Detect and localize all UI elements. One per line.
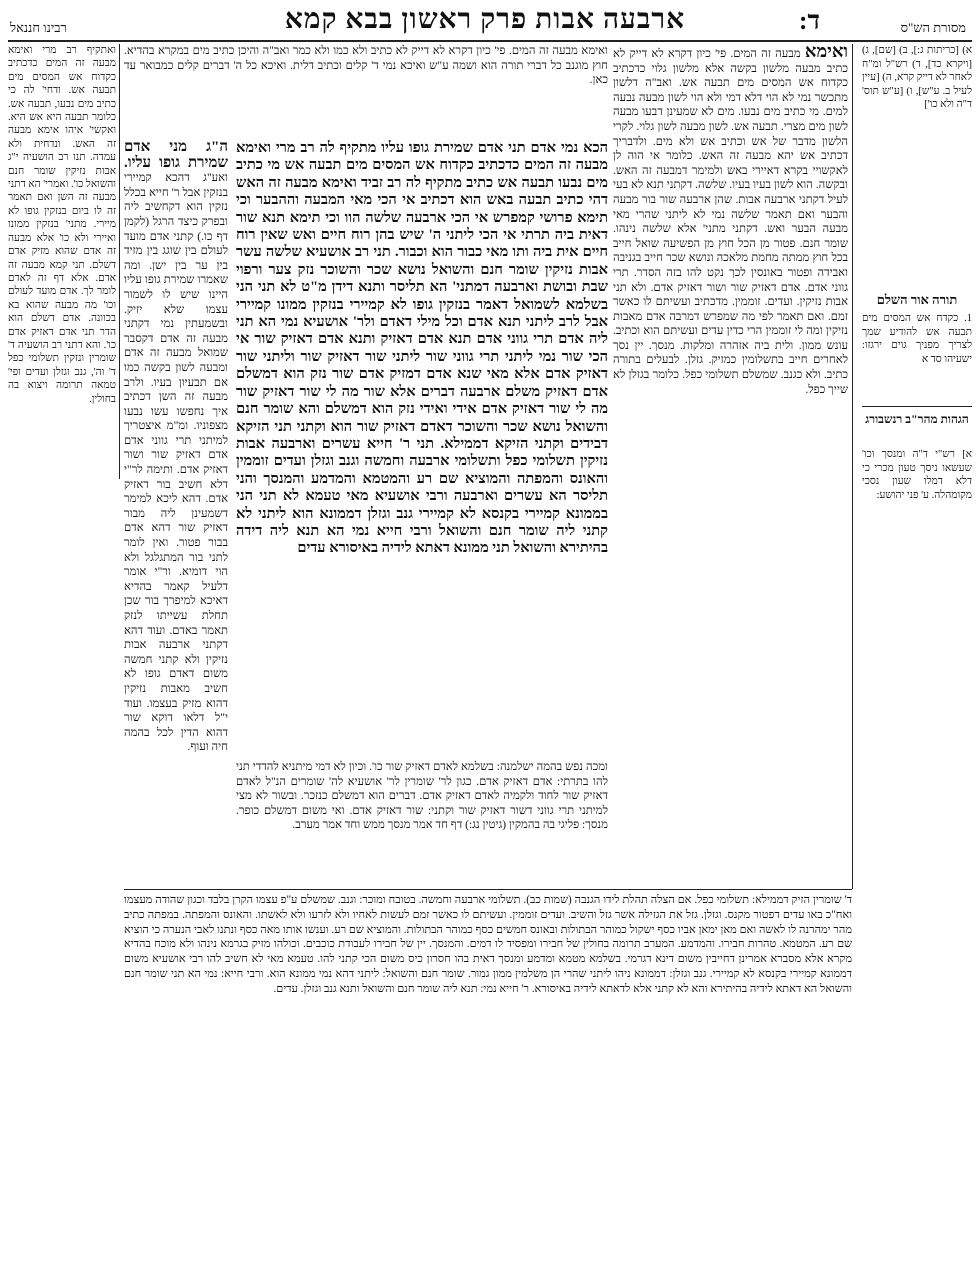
rabbenu-title: רבינו חננאל	[10, 20, 67, 35]
left-margin-rule	[119, 44, 120, 479]
bottom-commentary: ד' שומרין הזיק דממילא: תשלומי כפל. אם הצלה תהלת לידו הגנבה (שמות כב). תשלומי ארבעה וחמשה. בטובח ומוכר: וגנב. שמשלם ע"פ עצמו הקרן בלבד וכגון שהודה מעצמו ואח"כ באו עדים דפטור מקנס. וגזלן. גזל את הגזילה אשר גזל והשיב. ועדים זוממין. ועשיתם לו כאשר זמם לעשות לאחיו ולא לזרעו ולא לאשתו. והאונס והמפתה. במפתה כתיב מהר ימהרנה לו לאשה ואם מאן ימאן אביו כסף ישקול כמוהר הבתולות ובאונס חמשים כסף כמוהר הבתולות. והמוציא שם רע. וענשו אותו מאה כסף ונתנו לאבי הנערה כי הוציא שם רע. המטמא. טהרות חבירו. והמדמע. המערב תרומה בחולין של חבירו ומפסיד לו דמים. והמנסך. יין של חבירו לעבודת כוכבים. וכולהו מזיק בגרמא נינהו ולא מוכח בהדיא מקרא אלא מסברא אמרינן דחייבין משום דינא דגרמי. בשלמא מטמא ומדמע ומנסך דאית בהו חסרון כיס משום הכי קתני להו. טעמא מאי לא חשיב להו רבי אושעיא משום דממונא קמיירי בקנסא לא קמיירי. גנב וגזלן: דממונא ניהו ליתני שהרי הן משלמין ממון גמור. שומר חנם והשואל: ליתני דהא נמי ממונא הוא. ורבי חייא: נמי הא תני שומר חנם והשואל הא דאתא לידיה בהיתירא והא לא קתני אלא לדאתא לידיה באיסורא. ר' חייא נמי: תנא ליה שומר חנם והשואל ותנא גנב וגזלן. עדים.	[124, 894, 852, 995]
masoret-title: מסורת הש"ס	[900, 20, 966, 35]
torah-or-title: תורה אור השלם	[876, 292, 958, 307]
tosafot-top: ואימא מבעה זה המים. פי' כיון דקרא לא דייק לא כתיב ולא כמו ולא כמר ואב"ה והיכן כתיב מים במקרא בהדיא. חוץ מוגנב כל דברי תורה הוא ושמה ע"ש ואיכא נמי ד' קלים וכתיב דלית. ואיכא כל ה' דברים קלים כמבואר עד כאן.	[124, 45, 608, 87]
hagahot-rule	[862, 406, 972, 407]
page-header	[0, 4, 980, 38]
rabbenu-chananel: ואתקיף רב מרי ואימא מבעה זה המים כדכתיב כקדוח אש המסים מים תבעה אש. ודחי' לה כי כתיב מים נבעו, תבעה אש. כלומר תבעה היא אש היא. ואקשי' איהו אימא מבעה זה האש. ונדחית ולא עמדה. תנו רב הושעיה י"ג אבות נזיקין שומר חנם והשואל כו'. ואמרי' הא דתני מבעה זה השן ואם תאמר זה לו ביום בנזקין גופו לא מיירי. מתני' בנזקין ממונו ואיירי ולא כו' אלא מבעה זה אדם שהוא מזיק אדם דשלם. תני קמא מבעה זה אדם. אלא דף זה לאדם לומר לך. אדם מועד לעולם וכו' מה מבעה שהוא בא בכוונה. אדם דשלם הוא הדר תני אדם דאזיק אדם כו'. והא דתני רב הושעיה ד' שומרין ונזקין תשלומי כפל ד' וה', גנב וגזלן ועדים ופי' טמאה תרומה ויצוא בה בחולין.	[8, 45, 116, 405]
gemara-continuation: ומכה נפש בהמה ישלמנה: בשלמא לאדם דאזיק שור כו'. וכיון לא דמי מיתניא להדדי תני להו בתרתי: אדם דאזיק אדם. כגון לר' שומרין לר' אושעיא לה' שומרים הנ"ל לאדם דאזיק שור לחוד ולקמיה לאדם דאזיק אדם. דברים הוא דמשלם כנזכר. ובשור לא מצי למיתני תרי גווני דשור דאזיק שור וקתני: שור דאזיק אדם. ואי משום דמשלם כופר. מנסך: פליגי בה בהמקין (גיטין נג:) דף חד אמר מנסך ממש וחד אמר מערב.	[236, 761, 608, 832]
torah-or-text: 1. כקדח אש המסים מים תבעה אש להודיע שמך לצריך מפניך גוים ירגזו: ישעיהו סד א	[862, 313, 972, 365]
right-margin-rule	[852, 44, 853, 889]
rashi-heading: ואימא	[804, 44, 848, 61]
rashi-commentary	[613, 44, 848, 889]
page-title: ארבעה אבות פרק ראשון בבא קמא	[284, 4, 686, 35]
daf-number: ד:	[798, 6, 820, 35]
tosafot-heading: ה"ג מני אדם שמירת גופו עליו.	[124, 140, 228, 171]
masoret-refs: א) [כריתות ג:], ב) [שם], ג) [ויקרא כד], ד) רש"ל ומ"ח לאחר לא דייק קרא, ה) [עיין לעיל ב. ע"ש], ו) [ע"ש תוס' ד"ה ולא כו']	[862, 45, 972, 111]
hagahot-title: הגהות מהר"ב רנשבורג	[865, 412, 969, 426]
header-rule	[8, 40, 972, 42]
bottom-rule	[124, 889, 852, 890]
rashi-text: מבעה זה המים. פי' כיון דקרא לא דייק לא כתיב מבעה מלשון בקשה אלא מלשון גלוי כדכתיב כקדוח אש המסים מים תבעה אש. ואב"ה דלשון מתכשר נמי לא הוי דלא דמי ולא הוי לשון מבעה נבעה למים. מי כתיב מים נבעו. מים לא שמעינן דבעו מבעה לשון מים מצרי. תבעה אש. לשון מבעה לשון גלוי. לקרי הלשון מדבר של אש וכתיב אש ולא מים. ולדבריך דכתיב אש יהא מבעה זה האש. כלומר אי הוה לן לאקשויי בקרא דאיירי באש ולמימר דמבעה זה האש. ובקשה. הוא לשון בעיו בעיו. שלשה. דקתני תנא לא בעי לעיל דקתני ארבעה אבות. שהן ארבעה שור בור מבעה והבער ואם תאמר שלשה נמי לא ליתני שהרי מאי מבעה הבער ואש. דקתני מתני' אלא שלשה נינהו. שומר חנם. פטור מן הכל חוץ מן הפשיעה שואל חייב בכל חוץ ממתה מחמת מלאכה ונושא שכר חייב בגניבה ואבידה ופטור באונסין לכך נקט להו בזה הסדר. תרי גווני אדם. אדם דאזיק שור ושור דאזיק אדם. ולא תני אבות נזיקין. ועדים. זוממין. מדכתיב ועשיתם לו כאשר זמם. ואם תאמר לפי מה שמפרש דמרבה אדם מאבות נזיקין ומה לי זוממין הרי כדין עדים ועשיתם הוא וכתיב. עונש ממון. ולית ביה אזהרה ומלקות. מנסך. יין נסך לאחרים חייב בתשלומין כמזיק. גזלן. לבעלים בתורה כתיב. ולא כגנב. שמשלם תשלומי כפל. כלומר בגזלן לא שייך כפל.	[613, 48, 848, 396]
tosafot-text: ואע"ג דהכא קמיירי בנזקין אבל ר' חייא בכלל נזקין הוא דקחשיב ליה ובפרק כיצד הרגל (לקמן דף כו.) קתני אדם מועד לעולם בין שוגג בין מזיד בין ער בין ישן. ומה שאמרו שמירת גופו עליו היינו שיש לו לשמור עצמו שלא יזיק. ובשמעתין נמי דקתני מבעה זה אדם דקסבר שמואל מבעה זה אדם ומבעה לשון בקשה כמו אם תבעיון בעיו. ולרב מבעה זה השן דכתיב איך נחפשו עשו נבעו מצפוניו. ומ"מ איצטריך למיתני תרי גווני אדם אדם דאזיק שור ושור דאזיק אדם. ותימה לר"י דלא חשיב בור דאזיק אדם. דהא ליכא למימר דשמעינן ליה מבור דאזיק שור דהא אדם בבור פטור. ואין לומר לתני בור המתגלגל ולא הוי דומיא. ור"י אומר דלעיל קאמר בהדיא דאיכא למיפרך בור שכן תחלת עשייתו לנזק תאמר באדם. ועוד דהא דקתני ארבעה אבות נזיקין ולא קתני חמשה משום דאדם גופו לא חשיב מאבות נזיקין דהוא מזיק בעצמו. ועוד י"ל דלאו דוקא שור דהוא הדין לכל בהמה חיה ועוף.	[124, 172, 228, 754]
tosafot-commentary	[124, 140, 228, 888]
hagahot-text: א] רש"י ד"ה ומנסך וכו' שעשאו ניסך טעון מכרי כי דלא דמלו שעון נסכי מקומהלה. ע' פני יהושע:	[862, 449, 972, 501]
gemara-text: הכא נמי אדם תני אדם שמירת גופו עליו מתקיף לה רב מרי ואימא מבעה זה המים כדכתיב כקדוח אש המסים מים תבעה אש מי כתיב מים נבעו תבעה אש כתיב מתקיף לה רב זביד ואימא מבעה זה האש דהי כתיב תבעה באש הוא דכתיב אי הכי מאי המבעה וההבער וכי תימא פרושי קמפרש אי הכי ארבעה שלשה הוו וכי תימא תנא שור דאית ביה תרתי אי הכי ליתני ה' שיש בהן רוח חיים ואש שאין רוח חיים אית ביה ותו מאי כבור הוא וכבור. תני רב אושעיא שלשה עשר אבות נזיקין שומר חנם והשואל נושא שכר והשוכר נזק צער ורפוי שבת ובושת וארבעה דמתני' הא תליסר ותנא דידן מ"ט לא תני הני בשלמא לשמואל דאמר בנזקין גופו לא קמיירי בנזקין ממונו קמיירי אבל לרב ליתני תנא אדם וכל מילי דאדם ולר' אושעיא נמי הא תני ליה אדם תרי גווני אדם תנא אדם דאזיק ותנא אדם דאזיק שור אי הכי שור נמי ליתני תרי גווני שור ליתני שור דאזיק שור וליתני שור דאזיק אדם אלא מאי שנא אדם דמזיק אדם שור נזק הוא דמשלם אדם דאזיק משלם ארבעה דברים אלא שור מה לי שור דאזיק שור מה לי שור דאזיק אדם אידי ואידי נזק הוא דמשלם והא שומר חנם והשואל נושא שכר והשוכר דאדם דאזיק שור הוא וקתני תני הזיקא דבידים וקתני הזיקא דממילא. תני ר' חייא עשרים וארבעה אבות נזיקין תשלומי כפל ותשלומי ארבעה וחמשה וגנב וגזלן ועדים זוממין והאונס והמפתה והמוציא שם רע והמטמא והמדמע והמנסך והני תליסר הא עשרים וארבעה ורבי אושעיא מאי טעמא לא תני הני בממונא קמיירי בקנסא לא קמיירי גנב וגזלן דממונא הוא ליתני לא קתני ליה שומר חנם והשואל ורבי חייא נמי הא תנא ליה דידה בהיתירא והשואל תני ממונא דאתא לידיה באיסורא עדים	[236, 140, 608, 557]
